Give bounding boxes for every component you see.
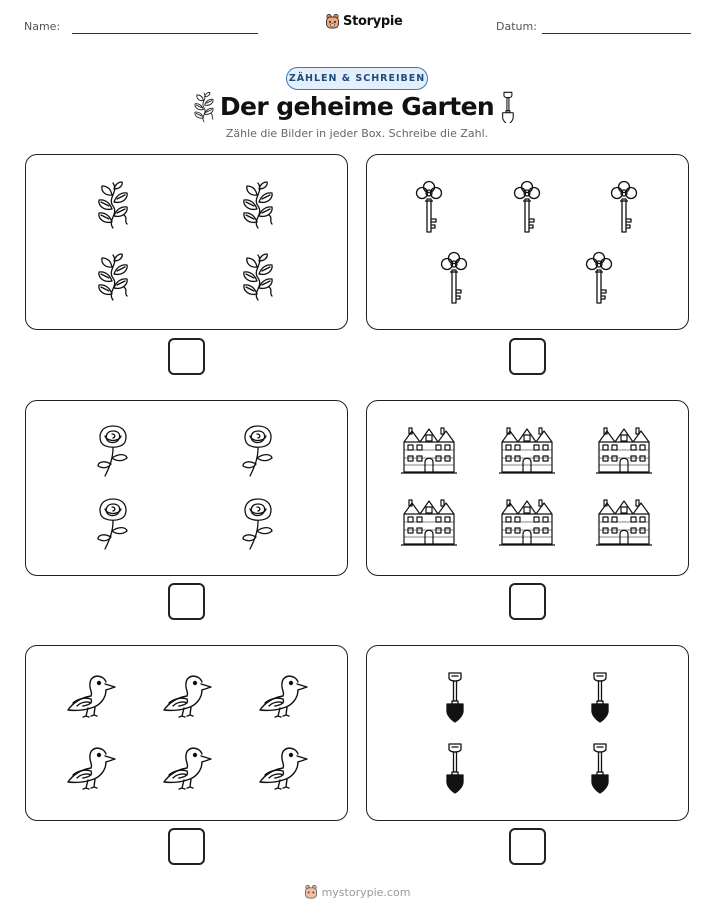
- shovel-icon: [588, 671, 612, 723]
- shovel-icon: [588, 742, 612, 794]
- bird-icon: [159, 742, 213, 790]
- shovel-icon: [443, 671, 467, 723]
- counting-box-houses: [366, 400, 689, 576]
- counting-box-keys: [366, 154, 689, 330]
- name-label: Name:: [24, 20, 61, 33]
- counting-box-birds: [25, 645, 348, 821]
- date-line[interactable]: [542, 33, 691, 34]
- category-badge: ZÄHLEN & SCHREIBEN: [286, 67, 428, 90]
- key-icon: [439, 250, 469, 306]
- bird-icon: [255, 742, 309, 790]
- key-icon: [512, 179, 542, 235]
- answer-box-vines[interactable]: [168, 338, 205, 375]
- date-label: Datum:: [496, 20, 537, 33]
- house-icon: [401, 498, 457, 546]
- rose-icon: [238, 422, 278, 478]
- storypie-mascot-icon: [325, 13, 340, 30]
- bird-icon: [63, 742, 117, 790]
- storypie-mascot-icon: [304, 884, 318, 900]
- instructions: Zähle die Bilder in jeder Box. Schreibe die Zahl.: [225, 127, 489, 140]
- page-title: Der geheime Garten: [219, 92, 495, 121]
- key-icon: [414, 179, 444, 235]
- house-icon: [596, 498, 652, 546]
- answer-box-birds[interactable]: [168, 828, 205, 865]
- counting-box-roses: [25, 400, 348, 576]
- counting-box-shovels: [366, 645, 689, 821]
- answer-box-keys[interactable]: [509, 338, 546, 375]
- bird-icon: [159, 670, 213, 718]
- rose-icon: [238, 495, 278, 551]
- key-icon: [609, 179, 639, 235]
- rose-icon: [93, 422, 133, 478]
- name-line[interactable]: [72, 33, 258, 34]
- answer-box-houses[interactable]: [509, 583, 546, 620]
- vine-icon: [93, 180, 133, 230]
- shovel-icon: [443, 742, 467, 794]
- brand-name: Storypie: [343, 14, 403, 29]
- vine-icon: [93, 252, 133, 302]
- footer-url[interactable]: mystorypie.com: [321, 885, 411, 899]
- footer: [0, 884, 714, 900]
- shovel-icon: [500, 91, 516, 123]
- vine-icon: [238, 252, 278, 302]
- bird-icon: [255, 670, 309, 718]
- brand-logo: [325, 13, 403, 30]
- key-icon: [584, 250, 614, 306]
- answer-box-shovels[interactable]: [509, 828, 546, 865]
- vine-icon: [238, 180, 278, 230]
- house-icon: [499, 498, 555, 546]
- rose-icon: [93, 495, 133, 551]
- house-icon: [596, 426, 652, 474]
- counting-box-vines: [25, 154, 348, 330]
- bird-icon: [63, 670, 117, 718]
- house-icon: [499, 426, 555, 474]
- house-icon: [401, 426, 457, 474]
- answer-box-roses[interactable]: [168, 583, 205, 620]
